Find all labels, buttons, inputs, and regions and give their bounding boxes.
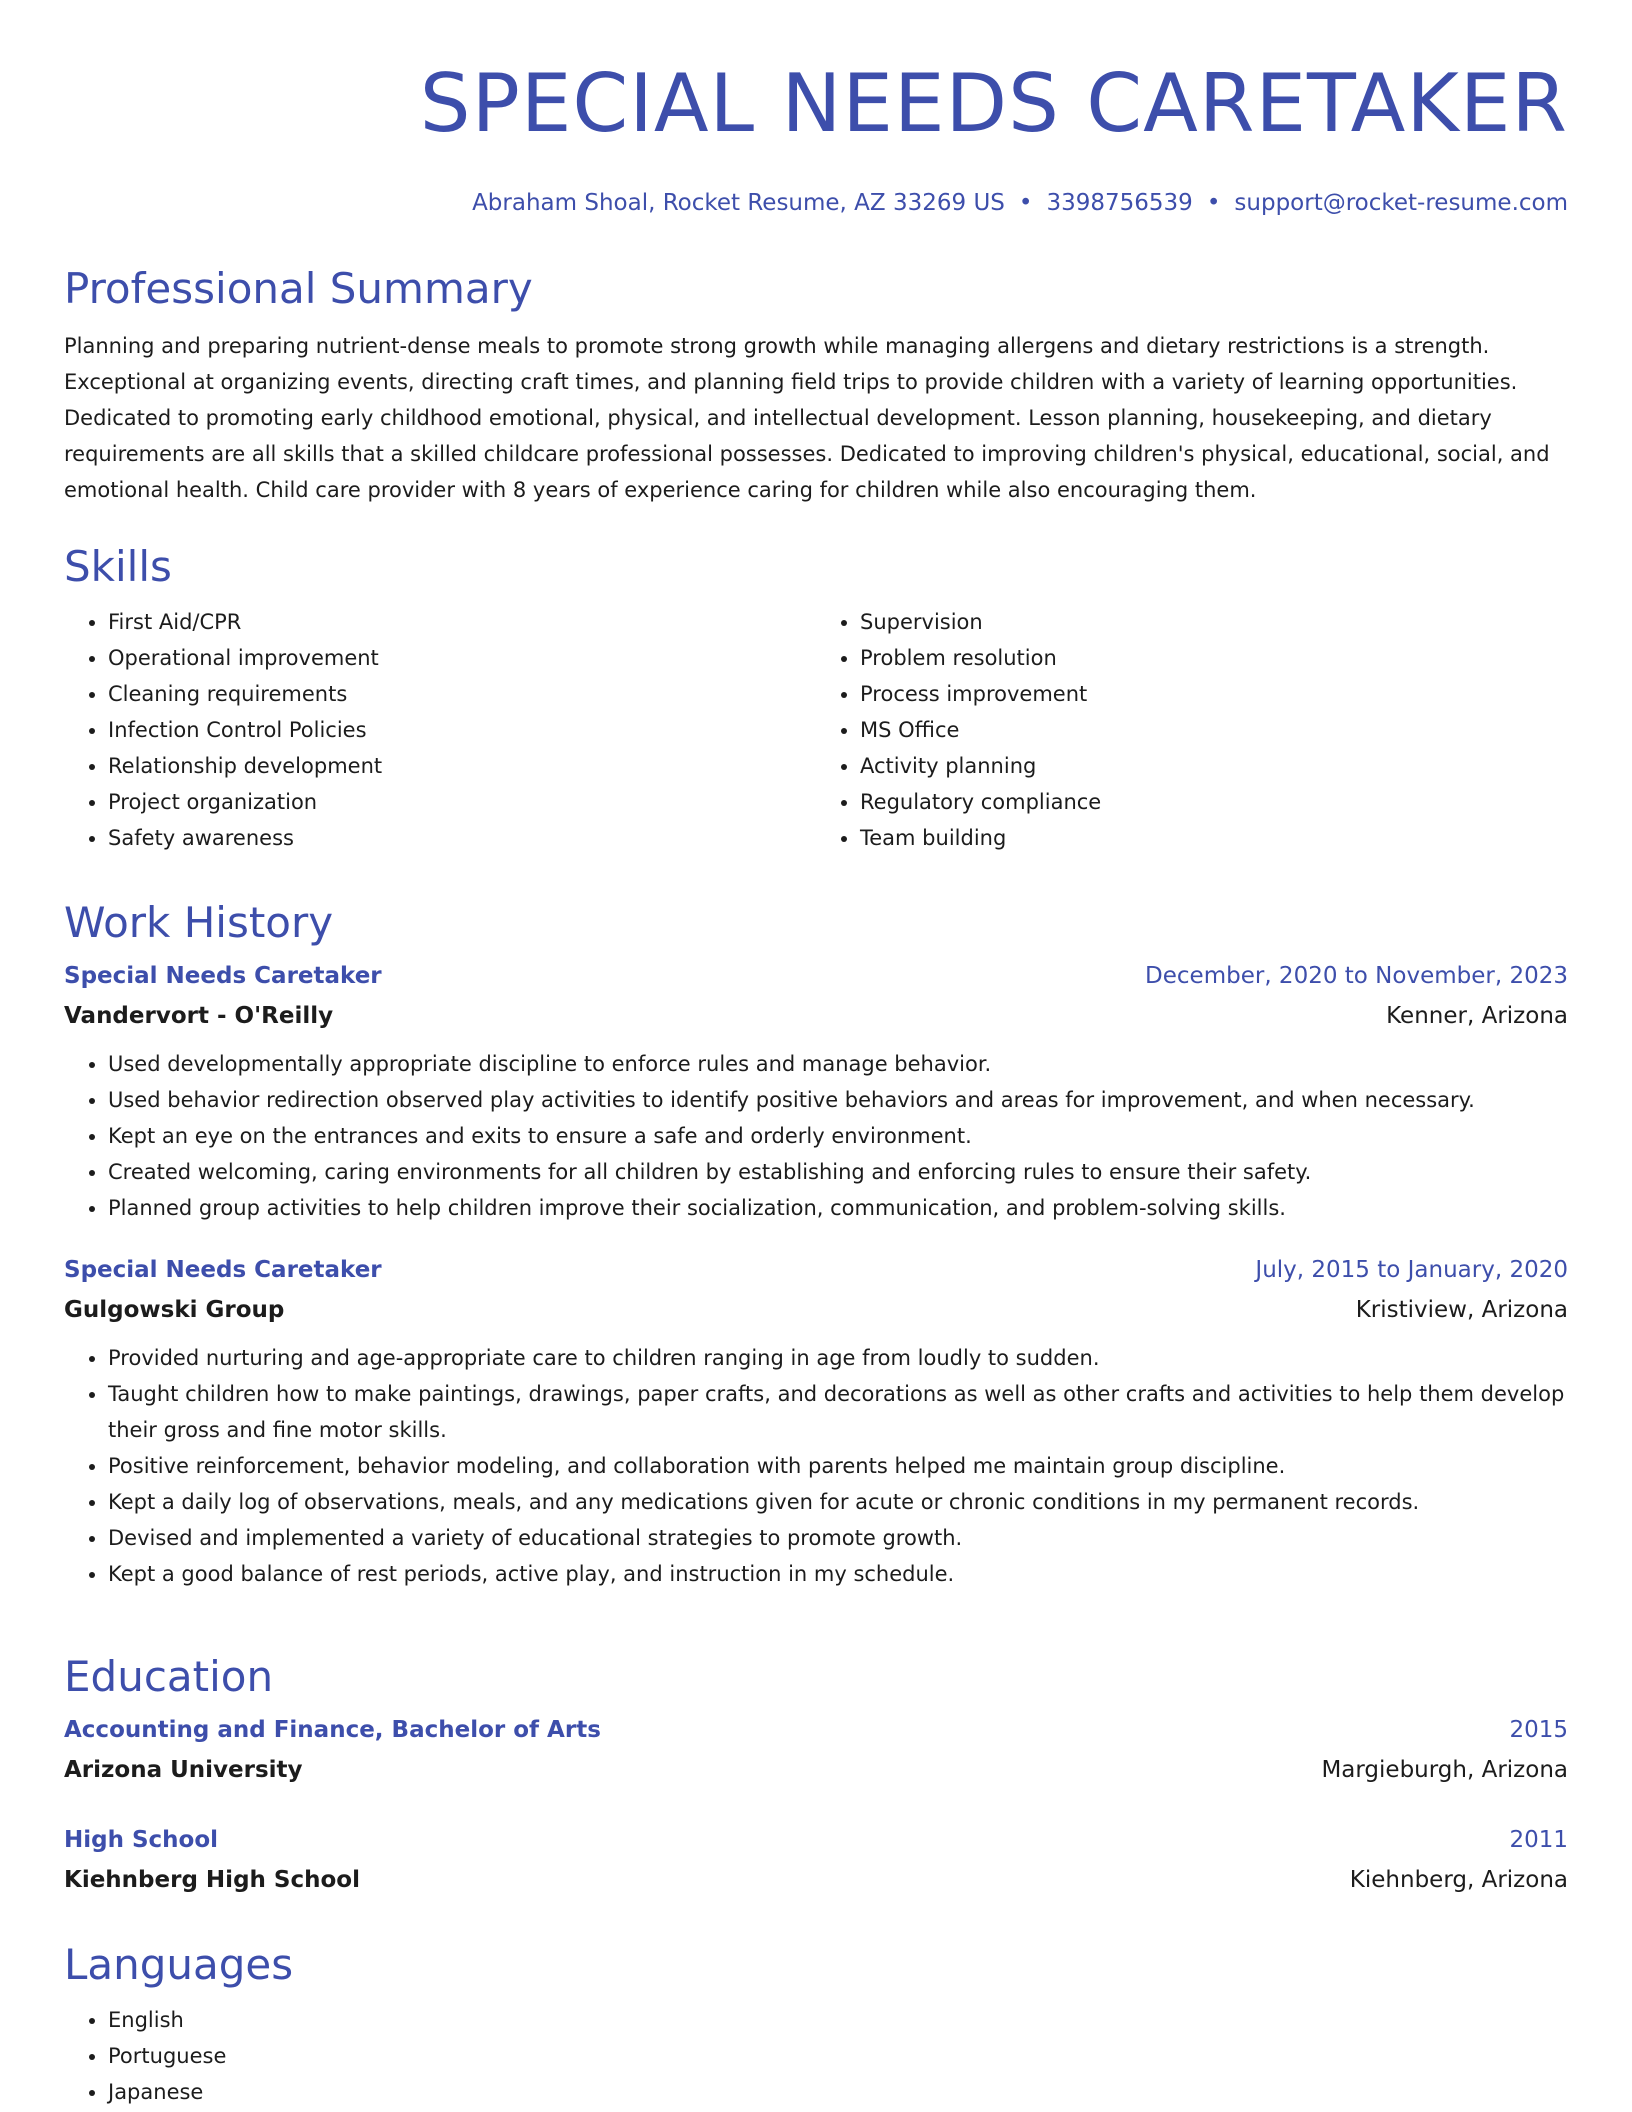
contact-phone: 3398756539: [1046, 190, 1193, 216]
skill-item: • Activity planning: [860, 748, 1568, 784]
skill-item: • Cleaning requirements: [108, 676, 816, 712]
section-title-languages: Languages: [64, 1940, 294, 1989]
skill-item: • Process improvement: [860, 676, 1568, 712]
education-section: [64, 1650, 1568, 1900]
contact-line: [64, 188, 1568, 218]
job-bullet: • Provided nurturing and age-appropriate care to children ranging in age from loudly to sudden.: [108, 1340, 1568, 1376]
education-school: Kiehnberg High School: [64, 1867, 360, 1893]
job-dates: July, 2015 to January, 2020: [1255, 1257, 1568, 1283]
contact-email[interactable]: support@rocket-resume.com: [1234, 190, 1568, 216]
language-item: • English: [108, 2002, 1568, 2038]
section-title-education: Education: [64, 1652, 274, 1701]
skills-section: [64, 540, 1568, 856]
job-title: Special Needs Caretaker: [64, 963, 382, 989]
education-year: 2011: [1509, 1827, 1568, 1853]
skill-item: • Problem resolution: [860, 640, 1568, 676]
skill-item: • Operational improvement: [108, 640, 816, 676]
job-entry: [64, 1250, 1568, 1592]
education-entry: [64, 1710, 1568, 1790]
summary-section: [64, 262, 1568, 508]
languages-section: [64, 1938, 1568, 2110]
job-company: Gulgowski Group: [64, 1297, 285, 1323]
contact-separator: •: [1206, 190, 1221, 216]
education-degree: High School: [64, 1827, 219, 1853]
job-location: Kenner, Arizona: [1386, 1003, 1568, 1029]
skills-list-left: [64, 604, 816, 856]
job-bullets: [64, 1046, 1568, 1226]
section-title-skills: Skills: [64, 542, 172, 591]
education-year: 2015: [1509, 1717, 1568, 1743]
section-title-work: Work History: [64, 898, 334, 947]
job-bullet: • Created welcoming, caring environments for all children by establishing and enforcing rules to ensure their safety.: [108, 1154, 1568, 1190]
skill-item: • First Aid/CPR: [108, 604, 816, 640]
contact-address: Abraham Shoal, Rocket Resume, AZ 33269 US: [472, 190, 1005, 216]
job-header: [64, 956, 1568, 996]
work-section: [64, 896, 1568, 1592]
job-subheader: [64, 996, 1568, 1036]
job-dates: December, 2020 to November, 2023: [1145, 963, 1568, 989]
job-bullet: • Taught children how to make paintings, drawings, paper crafts, and decorations as well as other crafts and activities to help them develop their gross and fine motor skills.: [108, 1376, 1568, 1448]
job-bullet: • Kept a good balance of rest periods, active play, and instruction in my schedule.: [108, 1556, 1568, 1592]
job-location: Kristiview, Arizona: [1355, 1297, 1568, 1323]
education-header: [64, 1820, 1568, 1860]
contact-separator: •: [1018, 190, 1033, 216]
skill-item: • Regulatory compliance: [860, 784, 1568, 820]
education-entry: [64, 1820, 1568, 1900]
education-header: [64, 1710, 1568, 1750]
education-school: Arizona University: [64, 1757, 303, 1783]
language-item: • Portuguese: [108, 2038, 1568, 2074]
skills-columns: [64, 604, 1568, 856]
job-bullet: • Devised and implemented a variety of educational strategies to promote growth.: [108, 1520, 1568, 1556]
job-bullet: • Used developmentally appropriate discipline to enforce rules and manage behavior.: [108, 1046, 1568, 1082]
education-location: Kiehnberg, Arizona: [1349, 1867, 1568, 1893]
job-company: Vandervort - O'Reilly: [64, 1003, 334, 1029]
education-subheader: [64, 1750, 1568, 1790]
job-bullet: • Positive reinforcement, behavior modeling, and collaboration with parents helped me maintain group discipline.: [108, 1448, 1568, 1484]
job-subheader: [64, 1290, 1568, 1330]
skill-item: • Supervision: [860, 604, 1568, 640]
summary-text: Planning and preparing nutrient-dense meals to promote strong growth while managing allergens and dietary restrictions is a strength. Exceptional at organizing events, directing craft times, and planning field trips to provide children with a variety of learning opportunities. Dedicated to promoting early childhood emotional, physical, and intellectual development. Lesson planning, housekeeping, and dietary requirements are all skills that a skilled childcare professional possesses. Dedicated to improving children's physical, educational, social, and emotional health. Child care provider with 8 years of experience caring for children while also encouraging them.: [64, 334, 1550, 502]
languages-list: [64, 2002, 1568, 2110]
job-bullet: • Planned group activities to help children improve their socialization, communication, and problem-solving skills.: [108, 1190, 1568, 1226]
skill-item: • Project organization: [108, 784, 816, 820]
skills-list-right: [816, 604, 1568, 856]
job-entry: [64, 956, 1568, 1226]
resume-name: SPECIAL NEEDS CARETAKER: [419, 57, 1568, 150]
skill-item: • Infection Control Policies: [108, 712, 816, 748]
job-bullet: • Kept a daily log of observations, meals, and any medications given for acute or chronic conditions in my permanent records.: [108, 1484, 1568, 1520]
job-bullet: • Kept an eye on the entrances and exits to ensure a safe and orderly environment.: [108, 1118, 1568, 1154]
job-bullet: • Used behavior redirection observed play activities to identify positive behaviors and areas for improvement, and when necessary.: [108, 1082, 1568, 1118]
skill-item: • Safety awareness: [108, 820, 816, 856]
education-location: Margieburgh, Arizona: [1321, 1757, 1568, 1783]
skill-item: • MS Office: [860, 712, 1568, 748]
language-item: • Japanese: [108, 2074, 1568, 2110]
education-degree: Accounting and Finance, Bachelor of Arts: [64, 1717, 601, 1743]
job-title: Special Needs Caretaker: [64, 1257, 382, 1283]
job-header: [64, 1250, 1568, 1290]
section-title-summary: Professional Summary: [64, 264, 533, 313]
skill-item: • Relationship development: [108, 748, 816, 784]
job-bullets: [64, 1340, 1568, 1592]
skill-item: • Team building: [860, 820, 1568, 856]
education-subheader: [64, 1860, 1568, 1900]
